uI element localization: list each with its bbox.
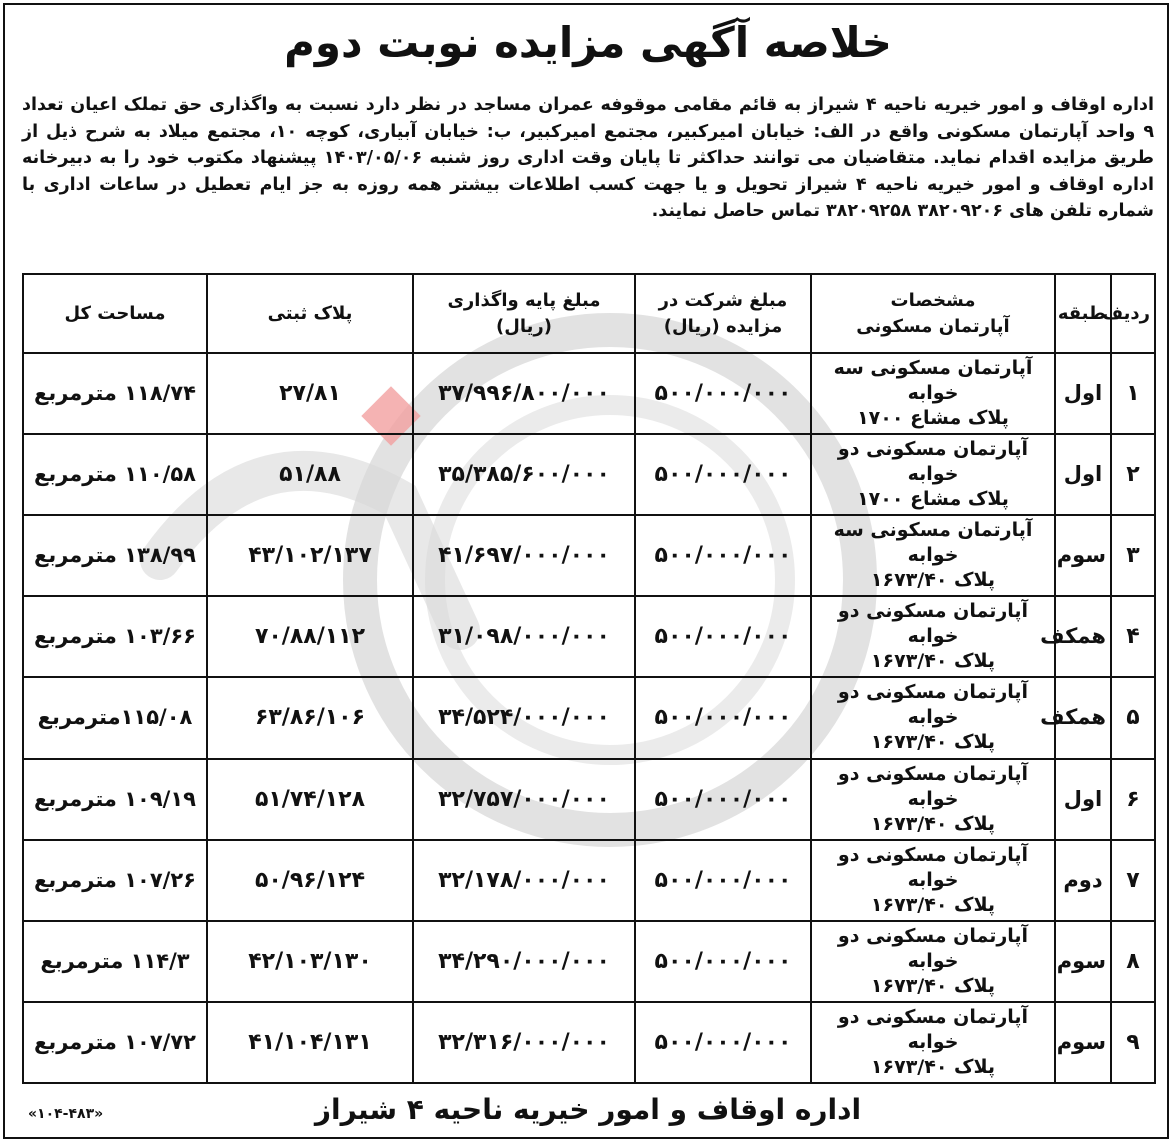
total-area-cell: ۱۰۷/۷۲ مترمربع — [23, 1002, 207, 1083]
base-price-cell: ۳۱/۰۹۸/۰۰۰/۰۰۰ — [413, 596, 635, 677]
specs-cell — [811, 596, 1055, 677]
floor-cell: دوم — [1055, 840, 1111, 921]
specs-cell — [811, 1002, 1055, 1083]
header-base-line2: (ریال) — [496, 315, 552, 337]
row-number-cell: ۸ — [1111, 921, 1155, 1002]
floor-cell: اول — [1055, 434, 1111, 515]
specs-line1: آپارتمان مسکونی سه خوابه — [833, 519, 1033, 567]
header-floor: طبقه — [1055, 274, 1111, 353]
specs-line2: پلاک ۱۶۷۳/۴۰ — [870, 974, 996, 997]
specs-line1: آپارتمان مسکونی دو خوابه — [837, 438, 1029, 486]
specs-line1: آپارتمان مسکونی دو خوابه — [837, 924, 1029, 972]
specs-line2: پلاک ۱۶۷۳/۴۰ — [870, 650, 996, 673]
specs-line2: پلاک ۱۶۷۳/۴۰ — [870, 1055, 996, 1078]
table-row — [23, 759, 1155, 840]
registration-plate-cell: ۴۲/۱۰۳/۱۳۰ — [207, 921, 413, 1002]
total-area-cell: ۱۱۰/۵۸ مترمربع — [23, 434, 207, 515]
specs-cell — [811, 840, 1055, 921]
header-base-line1: مبلغ پایه واگذاری — [447, 289, 601, 311]
participation-fee-cell: ۵۰۰/۰۰۰/۰۰۰ — [635, 434, 811, 515]
specs-line1: آپارتمان مسکونی دو خوابه — [837, 1005, 1029, 1053]
floor-cell: همکف — [1055, 596, 1111, 677]
table-header-row — [23, 274, 1155, 353]
specs-line2: پلاک ۱۶۷۳/۴۰ — [870, 812, 996, 835]
participation-fee-cell: ۵۰۰/۰۰۰/۰۰۰ — [635, 759, 811, 840]
participation-fee-cell: ۵۰۰/۰۰۰/۰۰۰ — [635, 596, 811, 677]
header-base-price — [413, 274, 635, 353]
registration-plate-cell: ۲۷/۸۱ — [207, 353, 413, 434]
header-fee-line1: مبلغ شرکت در — [658, 289, 788, 311]
row-number-cell: ۷ — [1111, 840, 1155, 921]
base-price-cell: ۴۱/۶۹۷/۰۰۰/۰۰۰ — [413, 515, 635, 596]
participation-fee-cell: ۵۰۰/۰۰۰/۰۰۰ — [635, 515, 811, 596]
specs-cell — [811, 434, 1055, 515]
participation-fee-cell: ۵۰۰/۰۰۰/۰۰۰ — [635, 921, 811, 1002]
specs-line2: پلاک ۱۶۷۳/۴۰ — [870, 731, 996, 754]
table-row — [23, 677, 1155, 758]
table-row — [23, 840, 1155, 921]
header-fee-line2: مزایده (ریال) — [663, 315, 783, 337]
table-row — [23, 353, 1155, 434]
specs-cell — [811, 515, 1055, 596]
header-specs-line2: آپارتمان مسکونی — [856, 315, 1010, 337]
header-participation-fee — [635, 274, 811, 353]
specs-line2: پلاک ۱۶۷۳/۴۰ — [870, 893, 996, 916]
specs-line1: آپارتمان مسکونی دو خوابه — [837, 843, 1029, 891]
row-number-cell: ۳ — [1111, 515, 1155, 596]
page-title: خلاصه آگهی مزایده نوبت دوم — [284, 18, 892, 67]
base-price-cell: ۳۴/۲۹۰/۰۰۰/۰۰۰ — [413, 921, 635, 1002]
floor-cell: سوم — [1055, 1002, 1111, 1083]
total-area-cell: ۱۱۴/۳ مترمربع — [23, 921, 207, 1002]
registration-plate-cell: ۷۰/۸۸/۱۱۲ — [207, 596, 413, 677]
specs-line2: پلاک مشاع ۱۷۰۰ — [857, 488, 1009, 511]
row-number-cell: ۹ — [1111, 1002, 1155, 1083]
specs-line2: پلاک ۱۶۷۳/۴۰ — [870, 569, 996, 592]
participation-fee-cell: ۵۰۰/۰۰۰/۰۰۰ — [635, 1002, 811, 1083]
registration-plate-cell: ۶۳/۸۶/۱۰۶ — [207, 677, 413, 758]
base-price-cell: ۳۷/۹۹۶/۸۰۰/۰۰۰ — [413, 353, 635, 434]
row-number-cell: ۴ — [1111, 596, 1155, 677]
table-row — [23, 921, 1155, 1002]
floor-cell: سوم — [1055, 515, 1111, 596]
specs-line1: آپارتمان مسکونی دو خوابه — [837, 762, 1029, 810]
intro-paragraph: اداره اوقاف و امور خیریه ناحیه ۴ شیراز به قائم مقامی موقوفه عمران مساجد در نظر دارد نسبت به واگذاری حق تملک اعیان تعداد ۹ واحد آپارتمان مسکونی واقع در الف: خیابان امیرکبیر، مجتمع امیرکبیر، ب: خیابان آبیاری، کوچه ۱۰، مجتمع میلاد به شرح ذیل از طریق مزایده اقدام نماید. متقاضیان می توانند حداکثر تا پایان وقت اداری روز شنبه ۱۴۰۳/۰۵/۰۶ پیشنهاد مکتوب خود را به دبیرخانه اداره اوقاف و امور خیریه ناحیه ۴ شیراز تحویل و یا جهت کسب اطلاعات بیشتر همه روزه به جز ایام تعطیل در ساعات اداری با شماره تلفن های ۳۸۲۰۹۲۰۶ ۳۸۲۰۹۲۵۸ تماس حاصل نمایند. — [22, 95, 1154, 221]
participation-fee-cell: ۵۰۰/۰۰۰/۰۰۰ — [635, 353, 811, 434]
total-area-cell: ۱۱۸/۷۴ مترمربع — [23, 353, 207, 434]
floor-cell: اول — [1055, 759, 1111, 840]
registration-plate-cell: ۵۰/۹۶/۱۲۴ — [207, 840, 413, 921]
table-row — [23, 434, 1155, 515]
registration-plate-cell: ۴۳/۱۰۲/۱۳۷ — [207, 515, 413, 596]
total-area-cell: ۱۰۷/۲۶ مترمربع — [23, 840, 207, 921]
specs-cell — [811, 759, 1055, 840]
footer-organization: اداره اوقاف و امور خیریه ناحیه ۴ شیراز — [314, 1093, 862, 1126]
table-row — [23, 596, 1155, 677]
floor-cell: اول — [1055, 353, 1111, 434]
specs-line2: پلاک مشاع ۱۷۰۰ — [857, 407, 1009, 430]
specs-cell — [811, 353, 1055, 434]
floor-cell: همکف — [1055, 677, 1111, 758]
header-registration-plate: پلاک ثبتی — [207, 274, 413, 353]
floor-cell: سوم — [1055, 921, 1111, 1002]
row-number-cell: ۱ — [1111, 353, 1155, 434]
registration-plate-cell: ۵۱/۷۴/۱۲۸ — [207, 759, 413, 840]
header-total-area: مساحت کل — [23, 274, 207, 353]
ad-code: «۱۰۴-۴۸۳» — [28, 1106, 104, 1122]
total-area-cell: ۱۱۵/۰۸مترمربع — [23, 677, 207, 758]
base-price-cell: ۳۴/۵۲۴/۰۰۰/۰۰۰ — [413, 677, 635, 758]
base-price-cell: ۳۲/۳۱۶/۰۰۰/۰۰۰ — [413, 1002, 635, 1083]
participation-fee-cell: ۵۰۰/۰۰۰/۰۰۰ — [635, 677, 811, 758]
auction-table — [22, 273, 1156, 1084]
registration-plate-cell: ۴۱/۱۰۴/۱۳۱ — [207, 1002, 413, 1083]
header-row-number: ردیف — [1111, 274, 1155, 353]
specs-cell — [811, 921, 1055, 1002]
total-area-cell: ۱۰۳/۶۶ مترمربع — [23, 596, 207, 677]
row-number-cell: ۶ — [1111, 759, 1155, 840]
table-row — [23, 515, 1155, 596]
specs-cell — [811, 677, 1055, 758]
header-specs-line1: مشخصات — [890, 289, 976, 311]
base-price-cell: ۳۵/۳۸۵/۶۰۰/۰۰۰ — [413, 434, 635, 515]
specs-line1: آپارتمان مسکونی دو خوابه — [837, 681, 1029, 729]
row-number-cell: ۲ — [1111, 434, 1155, 515]
header-specs — [811, 274, 1055, 353]
total-area-cell: ۱۰۹/۱۹ مترمربع — [23, 759, 207, 840]
total-area-cell: ۱۳۸/۹۹ مترمربع — [23, 515, 207, 596]
specs-line1: آپارتمان مسکونی سه خوابه — [833, 357, 1033, 405]
row-number-cell: ۵ — [1111, 677, 1155, 758]
registration-plate-cell: ۵۱/۸۸ — [207, 434, 413, 515]
participation-fee-cell: ۵۰۰/۰۰۰/۰۰۰ — [635, 840, 811, 921]
table-row — [23, 1002, 1155, 1083]
base-price-cell: ۳۲/۱۷۸/۰۰۰/۰۰۰ — [413, 840, 635, 921]
specs-line1: آپارتمان مسکونی دو خوابه — [837, 600, 1029, 648]
base-price-cell: ۳۲/۷۵۷/۰۰۰/۰۰۰ — [413, 759, 635, 840]
